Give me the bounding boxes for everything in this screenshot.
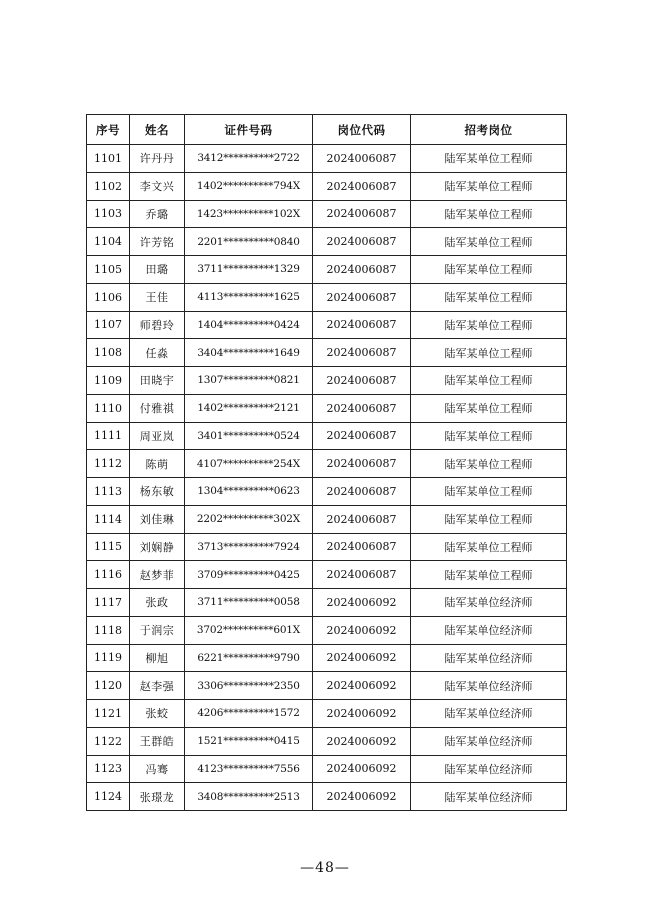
cell-position: 陆军某单位工程师: [411, 283, 567, 311]
cell-position: 陆军某单位工程师: [411, 561, 567, 589]
cell-id-number: 3412**********2722: [185, 145, 313, 173]
cell-seq: 1116: [87, 561, 130, 589]
cell-position: 陆军某单位工程师: [411, 394, 567, 422]
cell-name: 许芳铭: [130, 228, 185, 256]
table-row: [87, 700, 567, 728]
page-number: —48—: [300, 860, 350, 876]
cell-position: 陆军某单位工程师: [411, 311, 567, 339]
header-seq: 序号: [87, 115, 130, 145]
cell-position: 陆军某单位工程师: [411, 450, 567, 478]
cell-position-code: 2024006087: [313, 533, 411, 561]
cell-seq: 1118: [87, 616, 130, 644]
cell-position-code: 2024006087: [313, 228, 411, 256]
cell-position-code: 2024006087: [313, 450, 411, 478]
cell-name: 冯骞: [130, 755, 185, 783]
cell-position: 陆军某单位工程师: [411, 145, 567, 173]
cell-id-number: 3713**********7924: [185, 533, 313, 561]
cell-name: 师碧玲: [130, 311, 185, 339]
cell-name: 王群皓: [130, 727, 185, 755]
cell-seq: 1112: [87, 450, 130, 478]
cell-seq: 1105: [87, 256, 130, 284]
cell-seq: 1107: [87, 311, 130, 339]
cell-id-number: 1423**********102X: [185, 200, 313, 228]
cell-id-number: 1304**********0623: [185, 478, 313, 506]
cell-name: 陈萌: [130, 450, 185, 478]
cell-name: 柳旭: [130, 644, 185, 672]
cell-seq: 1115: [87, 533, 130, 561]
cell-id-number: 3306**********2350: [185, 672, 313, 700]
cell-name: 周亚岚: [130, 422, 185, 450]
header-id-number: 证件号码: [185, 115, 313, 145]
table-row: [87, 311, 567, 339]
cell-name: 刘娴静: [130, 533, 185, 561]
table-row: [87, 367, 567, 395]
header-row: [87, 115, 567, 145]
table-header: [87, 115, 567, 145]
cell-name: 张璟龙: [130, 783, 185, 811]
cell-id-number: 1307**********0821: [185, 367, 313, 395]
table-row: [87, 450, 567, 478]
cell-position-code: 2024006087: [313, 145, 411, 173]
table-row: [87, 200, 567, 228]
cell-position-code: 2024006087: [313, 311, 411, 339]
cell-seq: 1106: [87, 283, 130, 311]
cell-name: 赵李强: [130, 672, 185, 700]
cell-name: 李文兴: [130, 172, 185, 200]
cell-id-number: 1404**********0424: [185, 311, 313, 339]
table-row: [87, 589, 567, 617]
cell-seq: 1108: [87, 339, 130, 367]
cell-position: 陆军某单位工程师: [411, 533, 567, 561]
cell-position-code: 2024006087: [313, 561, 411, 589]
cell-name: 田璐: [130, 256, 185, 284]
cell-id-number: 6221**********9790: [185, 644, 313, 672]
cell-seq: 1110: [87, 394, 130, 422]
cell-id-number: 2201**********0840: [185, 228, 313, 256]
table-row: [87, 422, 567, 450]
table-row: [87, 672, 567, 700]
cell-id-number: 4206**********1572: [185, 700, 313, 728]
cell-position-code: 2024006092: [313, 727, 411, 755]
cell-position: 陆军某单位工程师: [411, 256, 567, 284]
cell-id-number: 4123**********7556: [185, 755, 313, 783]
cell-position: 陆军某单位经济师: [411, 755, 567, 783]
cell-id-number: 3404**********1649: [185, 339, 313, 367]
table-row: [87, 228, 567, 256]
table-row: [87, 727, 567, 755]
cell-position: 陆军某单位经济师: [411, 644, 567, 672]
cell-position: 陆军某单位经济师: [411, 700, 567, 728]
cell-position-code: 2024006087: [313, 478, 411, 506]
cell-id-number: 3709**********0425: [185, 561, 313, 589]
cell-name: 刘佳琳: [130, 505, 185, 533]
cell-position: 陆军某单位工程师: [411, 228, 567, 256]
cell-position-code: 2024006087: [313, 367, 411, 395]
cell-id-number: 3711**********1329: [185, 256, 313, 284]
cell-position: 陆军某单位工程师: [411, 505, 567, 533]
cell-seq: 1123: [87, 755, 130, 783]
cell-seq: 1109: [87, 367, 130, 395]
cell-position: 陆军某单位经济师: [411, 672, 567, 700]
cell-id-number: 1402**********794X: [185, 172, 313, 200]
cell-id-number: 1521**********0415: [185, 727, 313, 755]
cell-id-number: 2202**********302X: [185, 505, 313, 533]
table-row: [87, 339, 567, 367]
cell-name: 乔璐: [130, 200, 185, 228]
cell-position-code: 2024006092: [313, 755, 411, 783]
cell-position-code: 2024006087: [313, 200, 411, 228]
cell-seq: 1113: [87, 478, 130, 506]
cell-id-number: 4113**********1625: [185, 283, 313, 311]
cell-position: 陆军某单位经济师: [411, 616, 567, 644]
cell-seq: 1122: [87, 727, 130, 755]
cell-seq: 1103: [87, 200, 130, 228]
cell-seq: 1111: [87, 422, 130, 450]
cell-position-code: 2024006092: [313, 672, 411, 700]
cell-position-code: 2024006087: [313, 339, 411, 367]
cell-seq: 1104: [87, 228, 130, 256]
cell-position: 陆军某单位经济师: [411, 783, 567, 811]
table-row: [87, 783, 567, 811]
cell-name: 杨东敏: [130, 478, 185, 506]
cell-name: 付雅祺: [130, 394, 185, 422]
cell-name: 任淼: [130, 339, 185, 367]
cell-name: 王佳: [130, 283, 185, 311]
table-row: [87, 533, 567, 561]
table-row: [87, 561, 567, 589]
cell-seq: 1119: [87, 644, 130, 672]
cell-position-code: 2024006092: [313, 644, 411, 672]
table-row: [87, 172, 567, 200]
cell-position: 陆军某单位经济师: [411, 589, 567, 617]
table-row: [87, 755, 567, 783]
cell-id-number: 1402**********2121: [185, 394, 313, 422]
cell-position-code: 2024006087: [313, 505, 411, 533]
cell-position-code: 2024006087: [313, 172, 411, 200]
table-row: [87, 145, 567, 173]
cell-seq: 1117: [87, 589, 130, 617]
cell-seq: 1124: [87, 783, 130, 811]
cell-name: 田晓宇: [130, 367, 185, 395]
cell-id-number: 3401**********0524: [185, 422, 313, 450]
cell-id-number: 3702**********601X: [185, 616, 313, 644]
cell-id-number: 4107**********254X: [185, 450, 313, 478]
cell-position-code: 2024006087: [313, 256, 411, 284]
table-body: [87, 145, 567, 811]
cell-seq: 1102: [87, 172, 130, 200]
cell-position-code: 2024006092: [313, 700, 411, 728]
cell-position-code: 2024006092: [313, 616, 411, 644]
cell-position-code: 2024006087: [313, 422, 411, 450]
header-position: 招考岗位: [411, 115, 567, 145]
cell-name: 于润宗: [130, 616, 185, 644]
cell-position: 陆军某单位工程师: [411, 172, 567, 200]
cell-position: 陆军某单位工程师: [411, 200, 567, 228]
cell-position-code: 2024006087: [313, 283, 411, 311]
table-row: [87, 256, 567, 284]
table-row: [87, 478, 567, 506]
cell-id-number: 3711**********0058: [185, 589, 313, 617]
table-row: [87, 616, 567, 644]
cell-seq: 1120: [87, 672, 130, 700]
cell-position: 陆军某单位工程师: [411, 367, 567, 395]
cell-seq: 1101: [87, 145, 130, 173]
cell-position: 陆军某单位工程师: [411, 478, 567, 506]
table-row: [87, 505, 567, 533]
cell-position-code: 2024006087: [313, 394, 411, 422]
cell-name: 张政: [130, 589, 185, 617]
cell-seq: 1121: [87, 700, 130, 728]
cell-position-code: 2024006092: [313, 783, 411, 811]
table-row: [87, 394, 567, 422]
cell-name: 张蛟: [130, 700, 185, 728]
table-row: [87, 283, 567, 311]
table-row: [87, 644, 567, 672]
cell-position-code: 2024006092: [313, 589, 411, 617]
header-position-code: 岗位代码: [313, 115, 411, 145]
cell-position: 陆军某单位工程师: [411, 422, 567, 450]
cell-id-number: 3408**********2513: [185, 783, 313, 811]
cell-position: 陆军某单位经济师: [411, 727, 567, 755]
cell-name: 赵梦菲: [130, 561, 185, 589]
candidate-table: [86, 114, 567, 811]
cell-seq: 1114: [87, 505, 130, 533]
cell-position: 陆军某单位工程师: [411, 339, 567, 367]
cell-name: 许丹丹: [130, 145, 185, 173]
header-name: 姓名: [130, 115, 185, 145]
